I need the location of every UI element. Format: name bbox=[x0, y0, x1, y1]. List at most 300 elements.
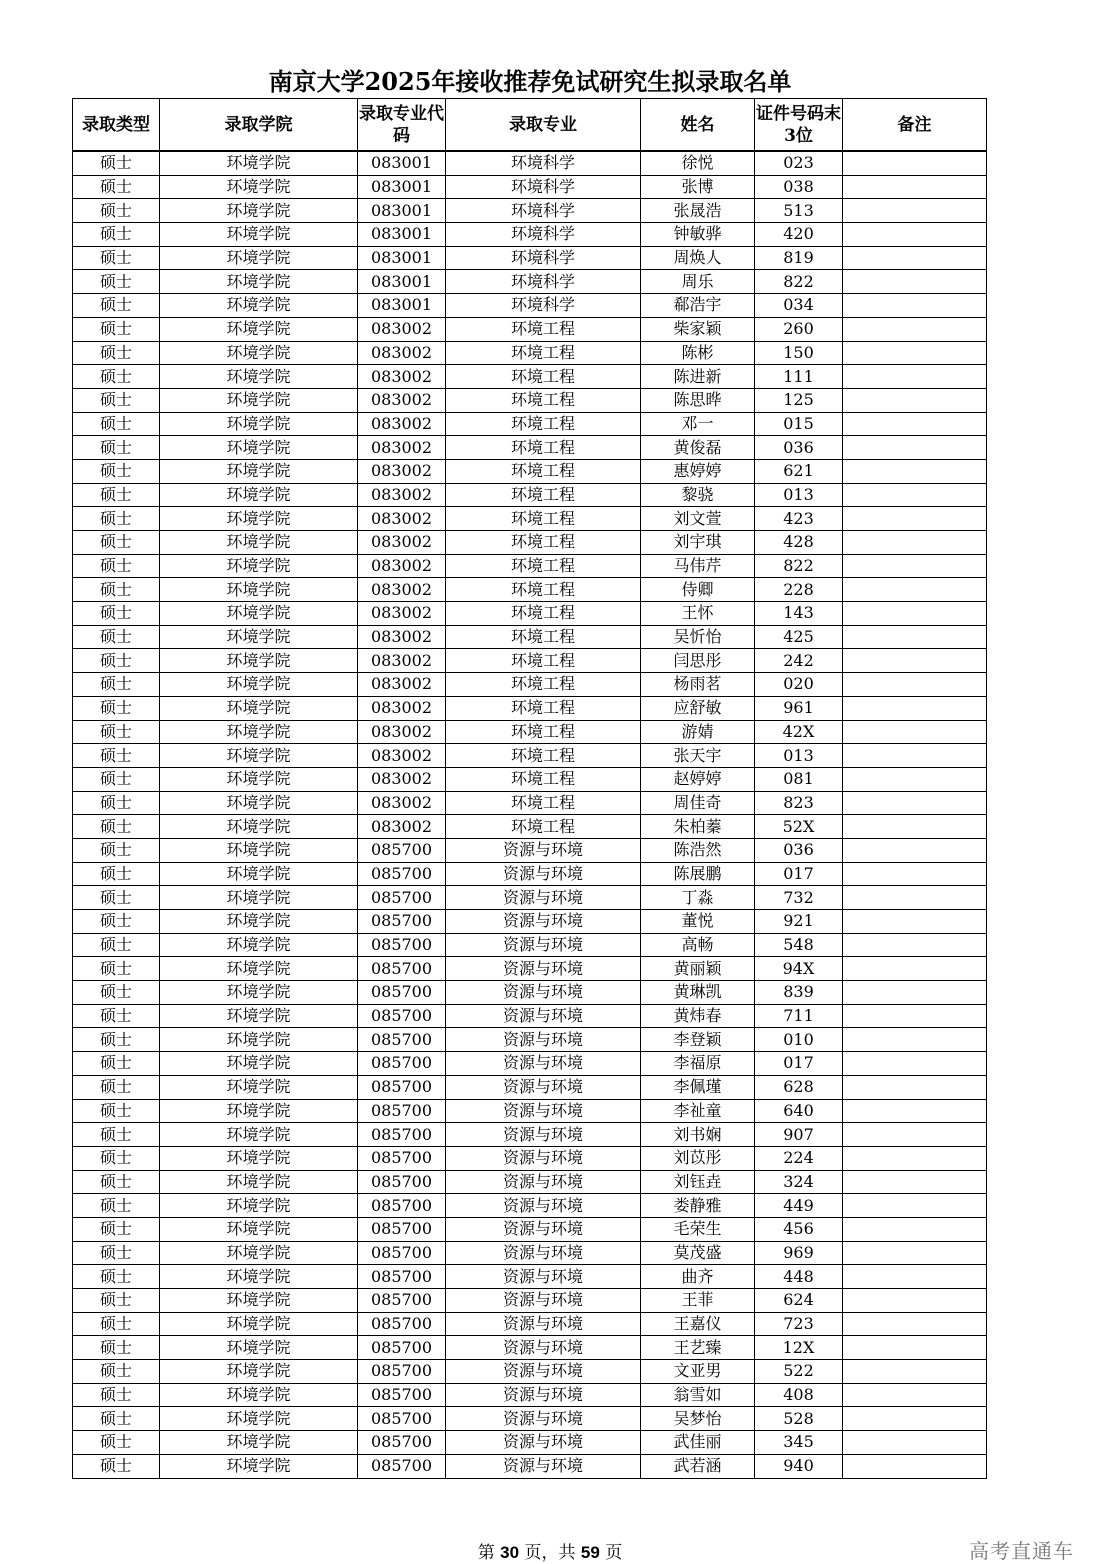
cell-admission-type: 硕士 bbox=[73, 175, 160, 199]
cell-name: 徐悦 bbox=[641, 151, 755, 175]
cell-admission-type: 硕士 bbox=[73, 1075, 160, 1099]
cell-name: 李佩瑾 bbox=[641, 1075, 755, 1099]
cell-id-last3: 907 bbox=[755, 1123, 843, 1147]
cell-college: 环境学院 bbox=[160, 223, 358, 247]
cell-college: 环境学院 bbox=[160, 1454, 358, 1478]
cell-note bbox=[843, 554, 987, 578]
cell-college: 环境学院 bbox=[160, 862, 358, 886]
table-row bbox=[73, 1004, 987, 1028]
cell-major: 环境工程 bbox=[446, 341, 641, 365]
cell-admission-type: 硕士 bbox=[73, 886, 160, 910]
cell-note bbox=[843, 507, 987, 531]
cell-major: 环境科学 bbox=[446, 294, 641, 318]
table-row bbox=[73, 673, 987, 697]
cell-major: 环境工程 bbox=[446, 436, 641, 460]
cell-major-code: 083002 bbox=[358, 696, 446, 720]
cell-id-last3: 52X bbox=[755, 815, 843, 839]
table-row bbox=[73, 1052, 987, 1076]
cell-name: 周乐 bbox=[641, 270, 755, 294]
cell-college: 环境学院 bbox=[160, 1383, 358, 1407]
cell-major-code: 083002 bbox=[358, 767, 446, 791]
cell-admission-type: 硕士 bbox=[73, 767, 160, 791]
cell-college: 环境学院 bbox=[160, 1052, 358, 1076]
cell-note bbox=[843, 1052, 987, 1076]
table-row bbox=[73, 1265, 987, 1289]
table-row bbox=[73, 483, 987, 507]
cell-major-code: 083001 bbox=[358, 175, 446, 199]
cell-name: 闫思彤 bbox=[641, 649, 755, 673]
cell-name: 娄静雅 bbox=[641, 1194, 755, 1218]
cell-college: 环境学院 bbox=[160, 1123, 358, 1147]
cell-name: 吴梦怡 bbox=[641, 1407, 755, 1431]
cell-note bbox=[843, 862, 987, 886]
cell-major: 资源与环境 bbox=[446, 933, 641, 957]
table-row bbox=[73, 649, 987, 673]
cell-major-code: 083002 bbox=[358, 720, 446, 744]
cell-id-last3: 017 bbox=[755, 862, 843, 886]
cell-major: 资源与环境 bbox=[446, 1194, 641, 1218]
cell-college: 环境学院 bbox=[160, 412, 358, 436]
cell-college: 环境学院 bbox=[160, 673, 358, 697]
cell-major-code: 085700 bbox=[358, 1431, 446, 1455]
cell-admission-type: 硕士 bbox=[73, 554, 160, 578]
table-row bbox=[73, 720, 987, 744]
cell-major: 资源与环境 bbox=[446, 838, 641, 862]
cell-college: 环境学院 bbox=[160, 1360, 358, 1384]
cell-name: 马伟芹 bbox=[641, 554, 755, 578]
cell-note bbox=[843, 957, 987, 981]
cell-id-last3: 420 bbox=[755, 223, 843, 247]
cell-major-code: 083002 bbox=[358, 412, 446, 436]
cell-name: 张晟浩 bbox=[641, 199, 755, 223]
cell-major: 环境工程 bbox=[446, 531, 641, 555]
cell-major-code: 085700 bbox=[358, 1312, 446, 1336]
cell-note bbox=[843, 1265, 987, 1289]
cell-major-code: 085700 bbox=[358, 1146, 446, 1170]
cell-note bbox=[843, 1146, 987, 1170]
cell-id-last3: 260 bbox=[755, 317, 843, 341]
cell-college: 环境学院 bbox=[160, 246, 358, 270]
cell-admission-type: 硕士 bbox=[73, 1454, 160, 1478]
cell-college: 环境学院 bbox=[160, 151, 358, 175]
cell-id-last3: 228 bbox=[755, 578, 843, 602]
cell-major-code: 083002 bbox=[358, 673, 446, 697]
cell-major-code: 083001 bbox=[358, 199, 446, 223]
header-name: 姓名 bbox=[641, 99, 755, 152]
cell-admission-type: 硕士 bbox=[73, 791, 160, 815]
cell-note bbox=[843, 151, 987, 175]
cell-college: 环境学院 bbox=[160, 365, 358, 389]
cell-major: 资源与环境 bbox=[446, 1407, 641, 1431]
cell-note bbox=[843, 483, 987, 507]
cell-id-last3: 015 bbox=[755, 412, 843, 436]
cell-admission-type: 硕士 bbox=[73, 1052, 160, 1076]
table-row bbox=[73, 531, 987, 555]
table-row bbox=[73, 1075, 987, 1099]
cell-id-last3: 12X bbox=[755, 1336, 843, 1360]
cell-major: 环境工程 bbox=[446, 649, 641, 673]
cell-major: 环境工程 bbox=[446, 483, 641, 507]
cell-major: 资源与环境 bbox=[446, 957, 641, 981]
cell-college: 环境学院 bbox=[160, 696, 358, 720]
cell-college: 环境学院 bbox=[160, 1194, 358, 1218]
cell-college: 环境学院 bbox=[160, 507, 358, 531]
cell-college: 环境学院 bbox=[160, 815, 358, 839]
cell-name: 黄炜春 bbox=[641, 1004, 755, 1028]
cell-name: 郗浩宇 bbox=[641, 294, 755, 318]
cell-admission-type: 硕士 bbox=[73, 1217, 160, 1241]
cell-name: 朱柏蓁 bbox=[641, 815, 755, 839]
cell-name: 王怀 bbox=[641, 602, 755, 626]
footer-prefix: 第 bbox=[477, 1543, 495, 1563]
cell-admission-type: 硕士 bbox=[73, 933, 160, 957]
cell-note bbox=[843, 673, 987, 697]
cell-college: 环境学院 bbox=[160, 554, 358, 578]
cell-college: 环境学院 bbox=[160, 388, 358, 412]
table-header bbox=[73, 99, 987, 152]
cell-admission-type: 硕士 bbox=[73, 625, 160, 649]
cell-major: 环境工程 bbox=[446, 317, 641, 341]
cell-major: 资源与环境 bbox=[446, 1360, 641, 1384]
cell-major-code: 085700 bbox=[358, 1360, 446, 1384]
cell-id-last3: 111 bbox=[755, 365, 843, 389]
cell-id-last3: 036 bbox=[755, 436, 843, 460]
cell-college: 环境学院 bbox=[160, 981, 358, 1005]
table-row bbox=[73, 933, 987, 957]
cell-id-last3: 823 bbox=[755, 791, 843, 815]
cell-college: 环境学院 bbox=[160, 436, 358, 460]
cell-major: 资源与环境 bbox=[446, 1431, 641, 1455]
cell-major: 资源与环境 bbox=[446, 1052, 641, 1076]
cell-major-code: 083001 bbox=[358, 270, 446, 294]
cell-note bbox=[843, 625, 987, 649]
cell-admission-type: 硕士 bbox=[73, 1360, 160, 1384]
admission-table bbox=[72, 98, 987, 1479]
cell-admission-type: 硕士 bbox=[73, 1004, 160, 1028]
cell-major: 资源与环境 bbox=[446, 1265, 641, 1289]
cell-major-code: 085700 bbox=[358, 957, 446, 981]
document-title: 南京大学2025年接收推荐免试研究生拟录取名单 bbox=[268, 67, 792, 96]
cell-admission-type: 硕士 bbox=[73, 388, 160, 412]
table-row bbox=[73, 981, 987, 1005]
cell-name: 刘文萱 bbox=[641, 507, 755, 531]
cell-note bbox=[843, 1454, 987, 1478]
cell-note bbox=[843, 223, 987, 247]
cell-note bbox=[843, 175, 987, 199]
cell-admission-type: 硕士 bbox=[73, 910, 160, 934]
cell-admission-type: 硕士 bbox=[73, 246, 160, 270]
cell-name: 黄俊磊 bbox=[641, 436, 755, 460]
cell-major: 资源与环境 bbox=[446, 862, 641, 886]
cell-name: 黎骁 bbox=[641, 483, 755, 507]
cell-note bbox=[843, 365, 987, 389]
cell-admission-type: 硕士 bbox=[73, 317, 160, 341]
cell-id-last3: 013 bbox=[755, 483, 843, 507]
cell-major-code: 083002 bbox=[358, 436, 446, 460]
cell-admission-type: 硕士 bbox=[73, 981, 160, 1005]
table-row bbox=[73, 151, 987, 175]
table-row bbox=[73, 1360, 987, 1384]
cell-college: 环境学院 bbox=[160, 791, 358, 815]
cell-major: 环境工程 bbox=[446, 744, 641, 768]
cell-college: 环境学院 bbox=[160, 1146, 358, 1170]
cell-note bbox=[843, 578, 987, 602]
cell-major: 资源与环境 bbox=[446, 1099, 641, 1123]
cell-major: 环境工程 bbox=[446, 791, 641, 815]
table-row bbox=[73, 791, 987, 815]
cell-note bbox=[843, 910, 987, 934]
cell-note bbox=[843, 436, 987, 460]
cell-name: 张天宇 bbox=[641, 744, 755, 768]
cell-id-last3: 143 bbox=[755, 602, 843, 626]
cell-major: 环境工程 bbox=[446, 696, 641, 720]
cell-id-last3: 940 bbox=[755, 1454, 843, 1478]
table-row bbox=[73, 815, 987, 839]
cell-major-code: 083002 bbox=[358, 744, 446, 768]
table-row bbox=[73, 294, 987, 318]
cell-major-code: 083002 bbox=[358, 791, 446, 815]
cell-note bbox=[843, 1383, 987, 1407]
header-id-last3: 证件号码末3位 bbox=[755, 99, 843, 152]
cell-note bbox=[843, 317, 987, 341]
cell-major: 环境工程 bbox=[446, 602, 641, 626]
cell-major: 资源与环境 bbox=[446, 1170, 641, 1194]
cell-name: 莫茂盛 bbox=[641, 1241, 755, 1265]
cell-admission-type: 硕士 bbox=[73, 531, 160, 555]
cell-major-code: 085700 bbox=[358, 862, 446, 886]
cell-note bbox=[843, 602, 987, 626]
cell-name: 文亚男 bbox=[641, 1360, 755, 1384]
page-footer bbox=[0, 1542, 1100, 1564]
cell-college: 环境学院 bbox=[160, 886, 358, 910]
cell-college: 环境学院 bbox=[160, 1170, 358, 1194]
cell-admission-type: 硕士 bbox=[73, 957, 160, 981]
cell-major-code: 085700 bbox=[358, 1241, 446, 1265]
cell-major: 环境工程 bbox=[446, 767, 641, 791]
table-row bbox=[73, 1170, 987, 1194]
cell-admission-type: 硕士 bbox=[73, 294, 160, 318]
cell-note bbox=[843, 744, 987, 768]
cell-id-last3: 081 bbox=[755, 767, 843, 791]
cell-note bbox=[843, 246, 987, 270]
cell-college: 环境学院 bbox=[160, 910, 358, 934]
cell-id-last3: 013 bbox=[755, 744, 843, 768]
cell-admission-type: 硕士 bbox=[73, 1170, 160, 1194]
cell-college: 环境学院 bbox=[160, 1241, 358, 1265]
cell-major: 资源与环境 bbox=[446, 1289, 641, 1313]
cell-name: 刘钰垚 bbox=[641, 1170, 755, 1194]
table-row bbox=[73, 625, 987, 649]
cell-id-last3: 038 bbox=[755, 175, 843, 199]
cell-major: 环境工程 bbox=[446, 459, 641, 483]
cell-major-code: 083002 bbox=[358, 507, 446, 531]
cell-id-last3: 921 bbox=[755, 910, 843, 934]
table-row bbox=[73, 1194, 987, 1218]
header-major-code: 录取专业代码 bbox=[358, 99, 446, 152]
cell-admission-type: 硕士 bbox=[73, 223, 160, 247]
cell-name: 刘宇琪 bbox=[641, 531, 755, 555]
cell-major-code: 085700 bbox=[358, 1194, 446, 1218]
table-row bbox=[73, 365, 987, 389]
cell-note bbox=[843, 1312, 987, 1336]
cell-note bbox=[843, 412, 987, 436]
cell-admission-type: 硕士 bbox=[73, 1312, 160, 1336]
cell-admission-type: 硕士 bbox=[73, 649, 160, 673]
cell-major-code: 085700 bbox=[358, 1052, 446, 1076]
cell-major: 环境科学 bbox=[446, 175, 641, 199]
cell-admission-type: 硕士 bbox=[73, 1099, 160, 1123]
cell-note bbox=[843, 649, 987, 673]
cell-college: 环境学院 bbox=[160, 1265, 358, 1289]
cell-name: 柴家颖 bbox=[641, 317, 755, 341]
cell-id-last3: 961 bbox=[755, 696, 843, 720]
cell-major: 资源与环境 bbox=[446, 1146, 641, 1170]
cell-admission-type: 硕士 bbox=[73, 1431, 160, 1455]
cell-id-last3: 324 bbox=[755, 1170, 843, 1194]
table-row bbox=[73, 1241, 987, 1265]
cell-name: 武佳丽 bbox=[641, 1431, 755, 1455]
cell-major-code: 085700 bbox=[358, 1028, 446, 1052]
cell-name: 周佳奇 bbox=[641, 791, 755, 815]
header-major: 录取专业 bbox=[446, 99, 641, 152]
cell-major: 环境科学 bbox=[446, 223, 641, 247]
cell-major-code: 083002 bbox=[358, 578, 446, 602]
total-page-number: 59 bbox=[580, 1543, 600, 1562]
cell-name: 邓一 bbox=[641, 412, 755, 436]
cell-major: 环境科学 bbox=[446, 151, 641, 175]
table-row bbox=[73, 1431, 987, 1455]
cell-id-last3: 969 bbox=[755, 1241, 843, 1265]
cell-college: 环境学院 bbox=[160, 1407, 358, 1431]
cell-college: 环境学院 bbox=[160, 270, 358, 294]
cell-major-code: 083002 bbox=[358, 815, 446, 839]
table-row bbox=[73, 1099, 987, 1123]
cell-major-code: 085700 bbox=[358, 910, 446, 934]
cell-college: 环境学院 bbox=[160, 1099, 358, 1123]
cell-major-code: 083002 bbox=[358, 602, 446, 626]
cell-college: 环境学院 bbox=[160, 1028, 358, 1052]
table-row bbox=[73, 317, 987, 341]
table-row bbox=[73, 436, 987, 460]
table-row bbox=[73, 886, 987, 910]
cell-major-code: 083001 bbox=[358, 151, 446, 175]
table-row bbox=[73, 1146, 987, 1170]
cell-admission-type: 硕士 bbox=[73, 436, 160, 460]
cell-note bbox=[843, 696, 987, 720]
cell-id-last3: 513 bbox=[755, 199, 843, 223]
cell-name: 侍卿 bbox=[641, 578, 755, 602]
cell-college: 环境学院 bbox=[160, 531, 358, 555]
cell-major: 资源与环境 bbox=[446, 1383, 641, 1407]
cell-major: 环境工程 bbox=[446, 365, 641, 389]
cell-college: 环境学院 bbox=[160, 1312, 358, 1336]
cell-major: 资源与环境 bbox=[446, 1028, 641, 1052]
cell-college: 环境学院 bbox=[160, 838, 358, 862]
cell-name: 惠婷婷 bbox=[641, 459, 755, 483]
cell-id-last3: 150 bbox=[755, 341, 843, 365]
cell-major: 环境工程 bbox=[446, 815, 641, 839]
cell-admission-type: 硕士 bbox=[73, 1146, 160, 1170]
cell-major: 资源与环境 bbox=[446, 1217, 641, 1241]
cell-major: 资源与环境 bbox=[446, 1004, 641, 1028]
cell-id-last3: 528 bbox=[755, 1407, 843, 1431]
cell-id-last3: 423 bbox=[755, 507, 843, 531]
cell-id-last3: 839 bbox=[755, 981, 843, 1005]
cell-note bbox=[843, 341, 987, 365]
table-row bbox=[73, 696, 987, 720]
cell-admission-type: 硕士 bbox=[73, 1265, 160, 1289]
cell-id-last3: 034 bbox=[755, 294, 843, 318]
cell-college: 环境学院 bbox=[160, 578, 358, 602]
cell-college: 环境学院 bbox=[160, 459, 358, 483]
cell-college: 环境学院 bbox=[160, 649, 358, 673]
cell-id-last3: 640 bbox=[755, 1099, 843, 1123]
cell-name: 曲齐 bbox=[641, 1265, 755, 1289]
cell-college: 环境学院 bbox=[160, 1075, 358, 1099]
cell-name: 翁雪如 bbox=[641, 1383, 755, 1407]
cell-major: 环境工程 bbox=[446, 578, 641, 602]
cell-college: 环境学院 bbox=[160, 483, 358, 507]
cell-note bbox=[843, 767, 987, 791]
cell-note bbox=[843, 1289, 987, 1313]
cell-admission-type: 硕士 bbox=[73, 862, 160, 886]
cell-major-code: 085700 bbox=[358, 1407, 446, 1431]
cell-major: 环境工程 bbox=[446, 412, 641, 436]
cell-id-last3: 822 bbox=[755, 270, 843, 294]
table-row bbox=[73, 862, 987, 886]
cell-major: 资源与环境 bbox=[446, 1075, 641, 1099]
cell-admission-type: 硕士 bbox=[73, 815, 160, 839]
table-row bbox=[73, 175, 987, 199]
cell-id-last3: 428 bbox=[755, 531, 843, 555]
table-row bbox=[73, 223, 987, 247]
cell-admission-type: 硕士 bbox=[73, 1407, 160, 1431]
cell-major-code: 085700 bbox=[358, 1265, 446, 1289]
cell-note bbox=[843, 1431, 987, 1455]
cell-major-code: 085700 bbox=[358, 1170, 446, 1194]
cell-id-last3: 224 bbox=[755, 1146, 843, 1170]
cell-id-last3: 408 bbox=[755, 1383, 843, 1407]
cell-major-code: 083001 bbox=[358, 246, 446, 270]
cell-name: 陈展鹏 bbox=[641, 862, 755, 886]
cell-name: 钟敏骅 bbox=[641, 223, 755, 247]
cell-admission-type: 硕士 bbox=[73, 151, 160, 175]
cell-major-code: 083002 bbox=[358, 483, 446, 507]
cell-major-code: 083002 bbox=[358, 459, 446, 483]
cell-note bbox=[843, 1123, 987, 1147]
cell-college: 环境学院 bbox=[160, 294, 358, 318]
cell-major-code: 083002 bbox=[358, 341, 446, 365]
cell-college: 环境学院 bbox=[160, 933, 358, 957]
cell-major-code: 085700 bbox=[358, 1123, 446, 1147]
table-row bbox=[73, 1123, 987, 1147]
cell-admission-type: 硕士 bbox=[73, 507, 160, 531]
cell-college: 环境学院 bbox=[160, 175, 358, 199]
cell-id-last3: 456 bbox=[755, 1217, 843, 1241]
cell-college: 环境学院 bbox=[160, 720, 358, 744]
cell-id-last3: 425 bbox=[755, 625, 843, 649]
cell-id-last3: 449 bbox=[755, 1194, 843, 1218]
cell-note bbox=[843, 270, 987, 294]
cell-id-last3: 548 bbox=[755, 933, 843, 957]
cell-admission-type: 硕士 bbox=[73, 1383, 160, 1407]
cell-name: 毛荣生 bbox=[641, 1217, 755, 1241]
cell-admission-type: 硕士 bbox=[73, 838, 160, 862]
cell-admission-type: 硕士 bbox=[73, 270, 160, 294]
cell-note bbox=[843, 1028, 987, 1052]
cell-admission-type: 硕士 bbox=[73, 1123, 160, 1147]
cell-id-last3: 345 bbox=[755, 1431, 843, 1455]
